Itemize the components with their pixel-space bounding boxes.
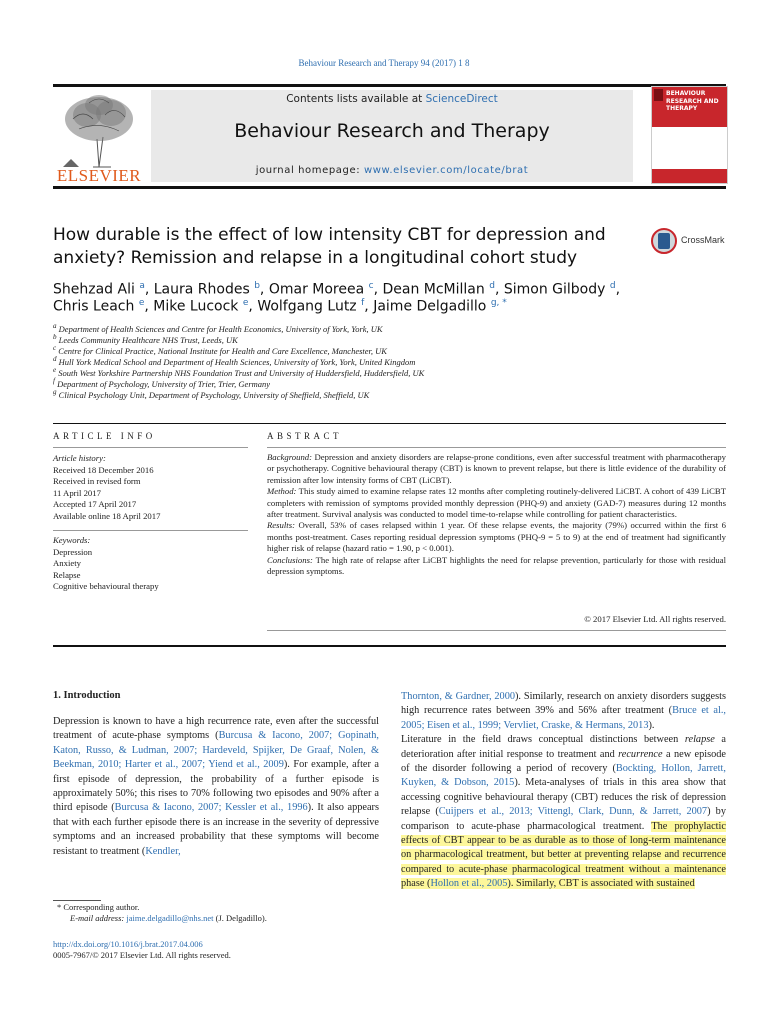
crossmark-icon xyxy=(658,233,670,249)
crossmark-label: CrossMark xyxy=(681,235,725,245)
divider xyxy=(267,630,726,631)
author-name[interactable]: Chris Leach xyxy=(53,298,135,315)
affiliation: $^d$ Hull York Medical School and Department of Health Sciences, University of York, York, United Kingdom xyxy=(53,355,416,367)
sciencedirect-link[interactable]: ScienceDirect xyxy=(425,93,498,105)
body-text: Depression is known to have a high recurrence rate, even after the successful treatment of acute-phase symptoms ( xyxy=(53,716,379,742)
contents-prefix: Contents lists available at xyxy=(286,93,426,105)
crossmark-badge[interactable] xyxy=(651,228,731,260)
doi-link[interactable]: http://dx.doi.org/10.1016/j.brat.2017.04.006 xyxy=(53,939,203,949)
keywords xyxy=(53,535,253,593)
author-affiliation-marker[interactable]: e xyxy=(138,298,145,308)
author-list-line-1: Shehzad Ali $^a$, Laura Rhodes $^b$, Omar Moreea $^c$, Dean McMillan $^d$, Simon Gilbody $^d$, xyxy=(53,281,621,298)
header-rule xyxy=(53,186,726,189)
citation-link[interactable]: Cuijpers et al., 2013; Vittengl, Clark, Dunn, & Jarrett, 2007 xyxy=(438,806,708,818)
author-name[interactable]: Wolfgang Lutz xyxy=(257,298,357,315)
author-affiliation-marker[interactable]: f xyxy=(361,298,365,308)
keyword: Relapse xyxy=(53,569,81,580)
divider xyxy=(53,447,248,448)
citation-link[interactable]: Bruce et al., 2005; Eisen et al., 1999; Vervliet, Craske, & Hermans, 2013 xyxy=(401,705,727,731)
body-text: ). Similarly, CBT is associated with sustained xyxy=(507,878,695,890)
history-label: Article history: xyxy=(53,453,106,463)
history-item: Available online 18 April 2017 xyxy=(53,510,161,521)
keywords-label: Keywords: xyxy=(53,535,91,545)
abstract-copyright: © 2017 Elsevier Ltd. All rights reserved. xyxy=(584,614,726,624)
author-affiliation-marker[interactable]: c xyxy=(368,281,374,291)
body-text: ) by comparison to acute-phase pharmacological treatment. xyxy=(401,806,726,832)
contents-line xyxy=(151,93,633,105)
article-info-heading: ARTICLE INFO xyxy=(53,431,156,441)
affiliation: $^f$ Department of Psychology, University of Trier, Trier, Germany xyxy=(53,377,271,389)
affiliation: $^e$ South West Yorkshire Partnership NHS Foundation Trust and University of Huddersfield, Huddersfield, UK xyxy=(53,366,425,378)
section-heading: 1. Introduction xyxy=(53,690,121,701)
elsevier-wordmark: ELSEVIER xyxy=(56,166,142,185)
body-text: a deterioration after initial response to treatment and xyxy=(401,734,726,760)
top-rule xyxy=(53,84,726,87)
body-text: ). Meta-analyses of trials in this area show that accessing cognitive behavioural therapy (CBT) reduces the risk of depression relapse ( xyxy=(401,777,726,818)
affiliation: $^g$ Clinical Psychology Unit, Department of Psychology, University of Sheffield, Sheffield, UK xyxy=(53,388,370,400)
history-item: Accepted 17 April 2017 xyxy=(53,499,137,509)
history-item: Received 18 December 2016 xyxy=(53,464,154,475)
citation-link[interactable]: Thornton, & Gardner, 2000 xyxy=(401,691,515,702)
history-item: Received in revised form xyxy=(53,476,141,486)
abstract-results: Results: Overall, 53% of cases relapsed within 1 year. Of these relapse events, the majority (79%) occurred within the first 6 months post-treatment. Cases reporting residual depression symptoms (PHQ-9 = 5 to 9) at the end of treatment had significantly higher risk of relapse (hazard ratio = 1.90, p < 0.001). xyxy=(267,520,726,554)
body-text: ). For example, after a first episode of depression, the probability of a further episode is approximately 50%; this rises to 70% following two episodes and 90% after a third episode ( xyxy=(53,759,379,814)
info-rule xyxy=(53,423,726,424)
abstract-background: Background: Depression and anxiety disorders are relapse-prone conditions, even after successful treatment with pharmacotherapy or psychotherapy. Cognitive behavioural therapy (CBT) is known to prevent relapse, but there is little evidence of the durability of remission after low intensity forms of CBT (LiCBT). xyxy=(267,452,726,485)
body-text: ). Similarly, research on anxiety disorders suggests high recurrence rates between 39% and 56% after treatment ( xyxy=(401,691,726,717)
author-name[interactable]: Jaime Delgadillo xyxy=(373,298,487,315)
body-text: The prophylactic effects of CBT appear to be as durable as to those of long-term maintenance on pharmacological treatment, but better at preventing relapse and recurrence compared to acute-phase pharmacological treatment without a maintenance phase ( xyxy=(401,820,726,890)
citation-link[interactable]: Kendler, xyxy=(145,845,181,857)
author-affiliation-marker[interactable]: b xyxy=(254,281,260,291)
email-label: E-mail address: xyxy=(70,913,127,923)
author-name[interactable]: Laura Rhodes xyxy=(153,281,250,298)
citation-link[interactable]: Hollon et al., 2005 xyxy=(430,878,508,890)
footnote-email xyxy=(70,913,267,923)
author-name[interactable]: Simon Gilbody xyxy=(503,281,606,298)
citation-link[interactable]: Bockting, Hollon, Jarrett, Kuyken, & Dobson, 2015 xyxy=(401,763,726,789)
citation-link[interactable]: Burcusa & Iacono, 2007; Kessler et al., 1996 xyxy=(114,802,308,814)
history-item: 11 April 2017 xyxy=(53,487,101,498)
body-text: relapse xyxy=(684,734,715,746)
issn-copyright: 0005-7967/© 2017 Elsevier Ltd. All rights reserved. xyxy=(53,950,231,960)
cover-title: BEHAVIOUR RESEARCH AND THERAPY xyxy=(666,90,719,112)
divider xyxy=(53,530,248,531)
abstract-method: Method: This study aimed to examine relapse rates 12 months after completing routinely-delivered LiCBT. A cohort of 439 LiCBT completers with remission of symptoms provided monthly depression (PHQ-9) and anxiety (GAD-7) measures during 12 months after treatment. Survival analysis was conducted to model time-to-relapse while controlling for patient characteristics. xyxy=(267,486,726,520)
article-title: How durable is the effect of low intensity CBT for depression and anxiety? Remission and relapse in a longitudinal cohort study xyxy=(53,225,606,268)
footnote-corresponding: * Corresponding author. xyxy=(57,902,140,912)
author-affiliation-marker[interactable]: d xyxy=(489,281,495,291)
journal-cover-thumbnail[interactable] xyxy=(651,86,728,184)
keyword: Anxiety xyxy=(53,558,81,568)
article-history xyxy=(53,453,253,522)
divider xyxy=(267,447,726,448)
author-name[interactable]: Dean McMillan xyxy=(382,281,485,298)
body-text: ). xyxy=(648,719,655,731)
author-affiliation-marker[interactable]: a xyxy=(139,281,145,291)
abstract-conclusions: Conclusions: The high rate of relapse after LiCBT highlights the need for relapse prevention, particularly for those with residual depression symptoms. xyxy=(267,554,726,577)
body-rule xyxy=(53,645,726,647)
author-affiliation-marker[interactable]: e xyxy=(242,298,249,308)
citation-link[interactable]: Burcusa & Iacono, 2007; Gopinath, Katon, Russo, & Ludman, 2007; Hardeveld, Spijker, De Graaf, Nolen, & Beekman, 2010; Harter et al., 2007; Yiend et al., 2009 xyxy=(53,730,379,771)
body-text: ). It also appears that with each further episode there is an increase in the severity of depressive symptoms and an increased probability that these symptoms will become resistant to treatment ( xyxy=(53,802,379,857)
body-column-right xyxy=(401,690,726,892)
author-name[interactable]: Omar Moreea xyxy=(268,281,365,298)
footnote-rule xyxy=(53,900,101,901)
author-affiliation-marker[interactable]: g, * xyxy=(490,298,507,308)
body-text: a new episode of the disorder following a period of recovery ( xyxy=(401,748,726,775)
body-column-left xyxy=(53,715,379,859)
journal-name: Behaviour Research and Therapy xyxy=(234,120,550,142)
journal-citation[interactable]: Behaviour Research and Therapy 94 (2017) 1 8 xyxy=(298,58,470,68)
affiliation: $^b$ Leeds Community Healthcare NHS Trust, Leeds, UK xyxy=(53,333,238,345)
keyword: Cognitive behavioural therapy xyxy=(53,581,159,591)
affiliation: $^a$ Department of Health Sciences and Centre for Health Economics, University of York, York, UK xyxy=(53,322,383,334)
author-list-line-2: Chris Leach $^e$, Mike Lucock $^e$, Wolfgang Lutz $^f$, Jaime Delgadillo $^{g, *}$ xyxy=(53,298,507,315)
homepage-link[interactable]: www.elsevier.com/locate/brat xyxy=(363,165,529,176)
email-suffix: (J. Delgadillo). xyxy=(213,913,267,923)
abstract-heading: ABSTRACT xyxy=(267,431,343,441)
homepage-prefix: journal homepage: xyxy=(255,165,364,176)
author-name[interactable]: Shehzad Ali xyxy=(53,281,135,298)
body-text: recurrence xyxy=(618,748,663,760)
keyword: Depression xyxy=(53,546,93,557)
abstract-body xyxy=(267,452,726,577)
journal-homepage xyxy=(151,165,633,176)
author-name[interactable]: Mike Lucock xyxy=(153,298,239,315)
body-text: Literature in the field draws conceptual distinctions between xyxy=(401,734,685,746)
author-affiliation-marker[interactable]: d xyxy=(609,281,616,291)
email-link[interactable]: jaime.delgadillo@nhs.net xyxy=(126,913,214,923)
affiliation: $^c$ Centre for Clinical Practice, National Institute for Health and Care Excellence, Manchester, UK xyxy=(53,344,387,356)
